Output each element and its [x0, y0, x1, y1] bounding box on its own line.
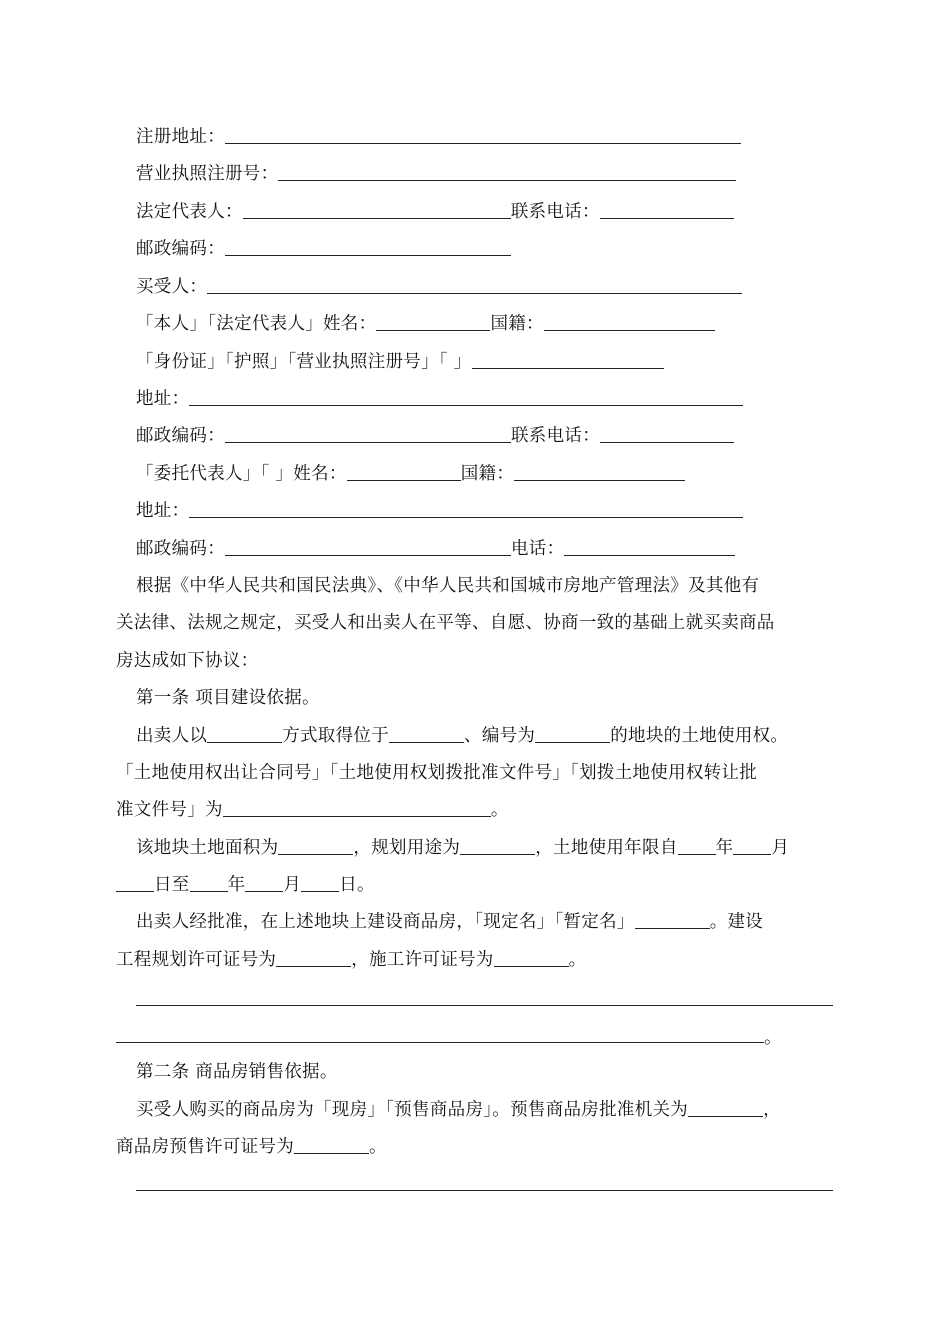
- supplement-line-3[interactable]: [136, 1190, 833, 1191]
- id-type-label: 「身份证」「护照」「营业执照注册号」「 」: [136, 352, 472, 372]
- buyer-name-blank[interactable]: [376, 308, 490, 331]
- buyer-postcode-label: 邮政编码：: [136, 426, 225, 446]
- text-seg: 日。: [339, 875, 375, 895]
- seller-phone-label: 联系电话：: [510, 202, 600, 222]
- buyer-address-row: [136, 381, 856, 418]
- text-seg: 。建设: [709, 912, 764, 932]
- planned-use-blank[interactable]: [460, 832, 535, 855]
- text-seg: 准文件号」为: [116, 800, 223, 820]
- text-seg: 年: [715, 838, 734, 858]
- end-month-blank[interactable]: [245, 869, 283, 892]
- agent-address-blank[interactable]: [189, 495, 743, 518]
- legal-rep-blank[interactable]: [243, 196, 511, 219]
- acquire-method-blank[interactable]: [207, 720, 282, 743]
- start-month-blank[interactable]: [733, 832, 771, 855]
- preamble-line-3: 房达成如下协议：: [116, 651, 259, 671]
- agent-phone-label: 电话：: [511, 539, 565, 559]
- land-area-blank[interactable]: [278, 832, 353, 855]
- article-1-p2-line2: [116, 867, 836, 904]
- seller-legal-rep-row: [136, 194, 856, 231]
- agent-phone-blank[interactable]: [564, 533, 735, 556]
- license-no-label: 营业执照注册号：: [136, 164, 279, 184]
- text-seg: 方式取得位于: [282, 726, 390, 746]
- text-seg: ，施工许可证号为: [351, 950, 494, 970]
- nationality-label: 国籍：: [490, 314, 544, 334]
- agent-address-row: [136, 493, 856, 530]
- presale-permit-blank[interactable]: [294, 1131, 369, 1154]
- buyer-address-blank[interactable]: [189, 383, 743, 406]
- agent-address-label: 地址：: [136, 501, 190, 521]
- preamble-line-2: 关法律、法规之规定，买受人和出卖人在平等、自愿、协商一致的基础上就买卖商品: [116, 613, 775, 633]
- article-1-p1-line1: [136, 718, 856, 755]
- end-day-blank[interactable]: [301, 869, 339, 892]
- article-2-p1-line2: [116, 1129, 836, 1166]
- text-seg: 月: [771, 838, 790, 858]
- agent-postcode-label: 邮政编码：: [136, 539, 225, 559]
- seller-postcode-label: 邮政编码：: [136, 239, 225, 259]
- construction-permit-blank[interactable]: [494, 944, 569, 967]
- identity-label: 「本人」「法定代表人」姓名：: [136, 314, 377, 334]
- agent-nationality-blank[interactable]: [514, 458, 685, 481]
- text-seg: ，规划用途为: [353, 838, 461, 858]
- land-location-blank[interactable]: [389, 720, 464, 743]
- agent-label: 「委托代表人」「 」姓名：: [136, 464, 347, 484]
- text-seg: 。: [490, 800, 509, 820]
- reg-address-blank[interactable]: [225, 121, 741, 144]
- agent-postcode-blank[interactable]: [225, 533, 511, 556]
- text-seg: ，土地使用年限自: [535, 838, 678, 858]
- buyer-blank[interactable]: [207, 271, 742, 294]
- preamble-line-1: 根据《中华人民共和国民法典》、《中华人民共和国城市房地产管理法》及其他有: [136, 576, 760, 596]
- article-1-p3-line1: [136, 904, 856, 941]
- seller-license-row: [136, 156, 856, 193]
- supplement-line-2[interactable]: [116, 1042, 764, 1043]
- article-1-title: 第一条 项目建设依据。: [136, 688, 320, 708]
- nationality-blank[interactable]: [544, 308, 715, 331]
- end-year-blank[interactable]: [190, 869, 228, 892]
- contract-number-blank[interactable]: [223, 794, 491, 817]
- buyer-postcode-row: [136, 418, 856, 455]
- article-1-p2-line1: [136, 830, 856, 867]
- start-year-blank[interactable]: [678, 832, 716, 855]
- agent-name-blank[interactable]: [347, 458, 461, 481]
- legal-rep-label: 法定代表人：: [136, 202, 243, 222]
- article-2-title: 第二条 商品房销售依据。: [136, 1062, 338, 1082]
- buyer-address-label: 地址：: [136, 389, 190, 409]
- supplement-line-1[interactable]: [136, 1005, 833, 1006]
- text-seg: 出卖人以: [136, 726, 208, 746]
- text-seg: 商品房预售许可证号为: [116, 1137, 294, 1157]
- approval-authority-blank[interactable]: [688, 1094, 763, 1117]
- buyer-phone-blank[interactable]: [600, 420, 734, 443]
- buyer-phone-label: 联系电话：: [511, 426, 600, 446]
- seller-reg-address-row: [136, 119, 856, 156]
- id-number-blank[interactable]: [472, 346, 664, 369]
- planning-permit-blank[interactable]: [276, 944, 351, 967]
- text-seg: 工程规划许可证号为: [116, 950, 277, 970]
- article-2-p1-line1: [136, 1092, 856, 1129]
- text-seg: ，: [763, 1100, 781, 1120]
- supplement-end-mark: 。: [764, 1028, 782, 1048]
- article-1-p3-line2: [116, 942, 836, 979]
- text-seg: 、编号为: [464, 726, 536, 746]
- text-seg: 买受人购买的商品房为「现房」「预售商品房」。预售商品房批准机关为: [136, 1100, 689, 1120]
- article-1-p1-line3: [116, 792, 836, 829]
- text-seg: 的地块的土地使用权。: [610, 726, 789, 746]
- reg-address-label: 注册地址：: [136, 127, 225, 147]
- buyer-row: [136, 269, 856, 306]
- buyer-postcode-blank[interactable]: [225, 420, 511, 443]
- license-no-blank[interactable]: [278, 158, 736, 181]
- start-day-blank[interactable]: [116, 869, 154, 892]
- seller-postcode-row: [136, 231, 856, 268]
- text-seg: 月: [283, 875, 302, 895]
- text-seg: 出卖人经批准，在上述地块上建设商品房，「现定名」「暂定名」: [136, 912, 635, 932]
- agent-postcode-row: [136, 531, 856, 568]
- seller-phone-blank[interactable]: [600, 196, 734, 219]
- agent-row: [136, 456, 856, 493]
- text-seg: 。: [568, 950, 587, 970]
- land-number-blank[interactable]: [535, 720, 610, 743]
- agent-nationality-label: 国籍：: [460, 464, 515, 484]
- buyer-id-type-row: [136, 344, 856, 381]
- buyer-identity-row: [136, 306, 856, 343]
- text-seg: 该地块土地面积为: [136, 838, 279, 858]
- buyer-label: 买受人：: [136, 277, 208, 297]
- text-seg: 年: [227, 875, 246, 895]
- project-name-blank[interactable]: [635, 906, 710, 929]
- article-1-p1-line2: 「土地使用权出让合同号」「土地使用权划拨批准文件号」「划拨土地使用权转让批: [116, 763, 758, 783]
- text-seg: 。: [369, 1137, 387, 1157]
- seller-postcode-blank[interactable]: [225, 233, 511, 256]
- text-seg: 日至: [154, 875, 190, 895]
